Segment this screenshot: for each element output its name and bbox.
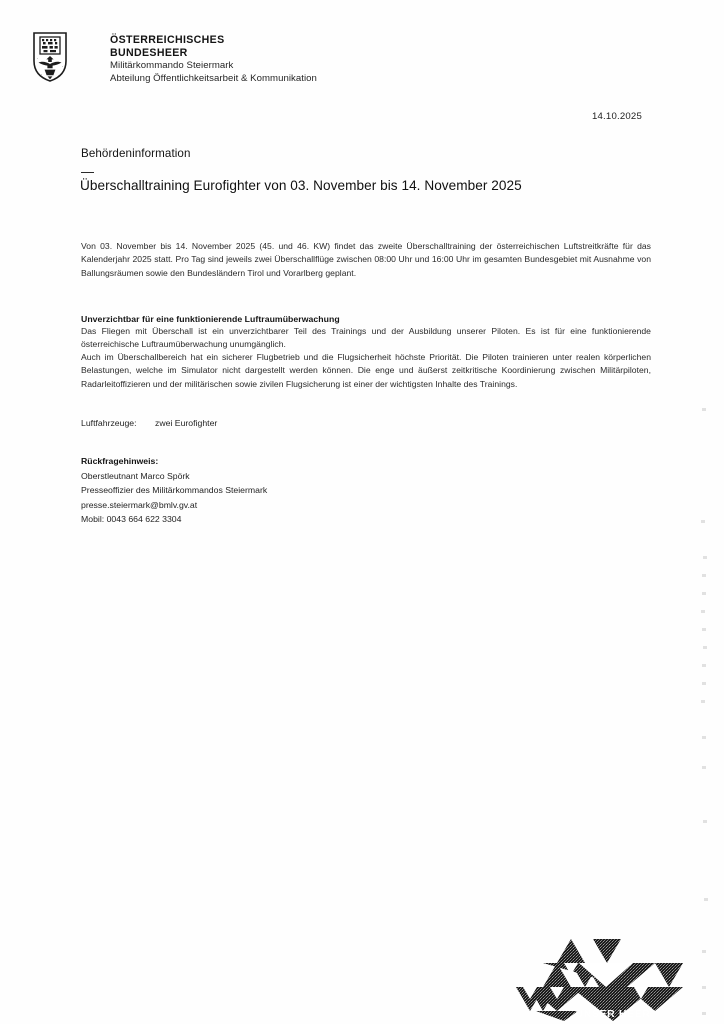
scan-artifact — [702, 628, 706, 631]
contact-phone: Mobil: 0043 664 622 3304 — [81, 514, 182, 525]
contact-heading: Rückfragehinweis: — [81, 456, 159, 466]
section-heading: Unverzichtbar für eine funktionierende Luftraumüberwachung — [81, 314, 340, 324]
scan-artifact — [702, 986, 706, 989]
scan-artifact — [702, 1012, 706, 1015]
unit-name: Militärkommando Steiermark — [110, 60, 234, 71]
paragraph-flight-safety: Auch im Überschallbereich hat ein sicherer Flugbetrieb und die Flugsicherheit höchste Priorität. Die Piloten trainieren unter realen körperlichen Belastungen, welche im Simulator nicht dargestellt werden können. Die enge und äußerst zeitkritische Koordinierung zwischen Militärpiloten, Radarleitoffizieren und der militärischen sowie zivilen Flugsicherung ist einer der wichtigsten Inhalte des Trainings. — [81, 352, 651, 389]
scan-artifact — [703, 646, 707, 649]
scan-artifact — [701, 700, 705, 703]
scan-artifact — [702, 592, 706, 595]
scan-artifact — [703, 820, 707, 823]
scan-artifact — [702, 664, 706, 667]
scan-artifact — [702, 950, 706, 953]
scan-artifact — [701, 610, 705, 613]
aircraft-spec-row — [81, 418, 217, 428]
document-kicker: Behördeninformation — [81, 147, 191, 160]
scan-artifact — [703, 556, 707, 559]
contact-block — [81, 454, 267, 527]
page-title: Überschalltraining Eurofighter von 03. November bis 14. November 2025 — [80, 178, 522, 193]
aircraft-label: Luftfahrzeuge: — [81, 418, 137, 428]
document-date: 14.10.2025 — [591, 111, 642, 122]
org-name-line-2: BUNDESHEER — [110, 46, 188, 59]
paragraph-intro: Von 03. November bis 14. November 2025 (45. und 46. KW) findet das zweite Überschalltraining der österreichischen Luftstreitkräfte für das Kalenderjahr 2025 statt. Pro Tag sind jeweils zwei Überschallflüge zwischen 08:00 Uhr und 16:00 Uhr im gesamten Bundesgebiet mit Ausnahme von Ballungsräumen sowie den Bundesländern Tirol und Vorarlberg geplant. — [81, 241, 651, 278]
scan-artifact — [702, 766, 706, 769]
aircraft-value: zwei Eurofighter — [155, 418, 218, 428]
scan-artifact — [701, 520, 705, 523]
scan-artifact — [704, 898, 708, 901]
scan-artifact — [702, 408, 706, 411]
contact-email[interactable]: presse.steiermark@bmlv.gv.at — [81, 499, 198, 510]
contact-name: Oberstleutnant Marco Spörk — [81, 470, 190, 481]
logo-wordmark: UNSER HEER — [575, 1008, 651, 1020]
styrian-panther-coat-of-arms-icon — [30, 31, 70, 83]
scan-artifact — [702, 682, 706, 685]
paragraph-supersonic-necessity: Das Fliegen mit Überschall ist ein unverzichtbarer Teil des Trainings und der Ausbildung unserer Piloten. Es ist für eine funktionierende österreichische Luftraumüberwachung unumgänglich. — [81, 326, 651, 350]
contact-role: Presseoffizier des Militärkommandos Steiermark — [81, 485, 268, 496]
scan-artifact — [702, 574, 706, 577]
letterhead-text — [110, 31, 317, 85]
department-name: Abteilung Öffentlichkeitsarbeit & Kommunikation — [110, 73, 317, 85]
title-divider — [81, 172, 94, 173]
org-name-line-1: ÖSTERREICHISCHES — [110, 34, 225, 46]
unser-heer-triangle-logo — [516, 893, 716, 1024]
letterhead — [30, 31, 317, 85]
scan-artifact — [702, 736, 706, 739]
